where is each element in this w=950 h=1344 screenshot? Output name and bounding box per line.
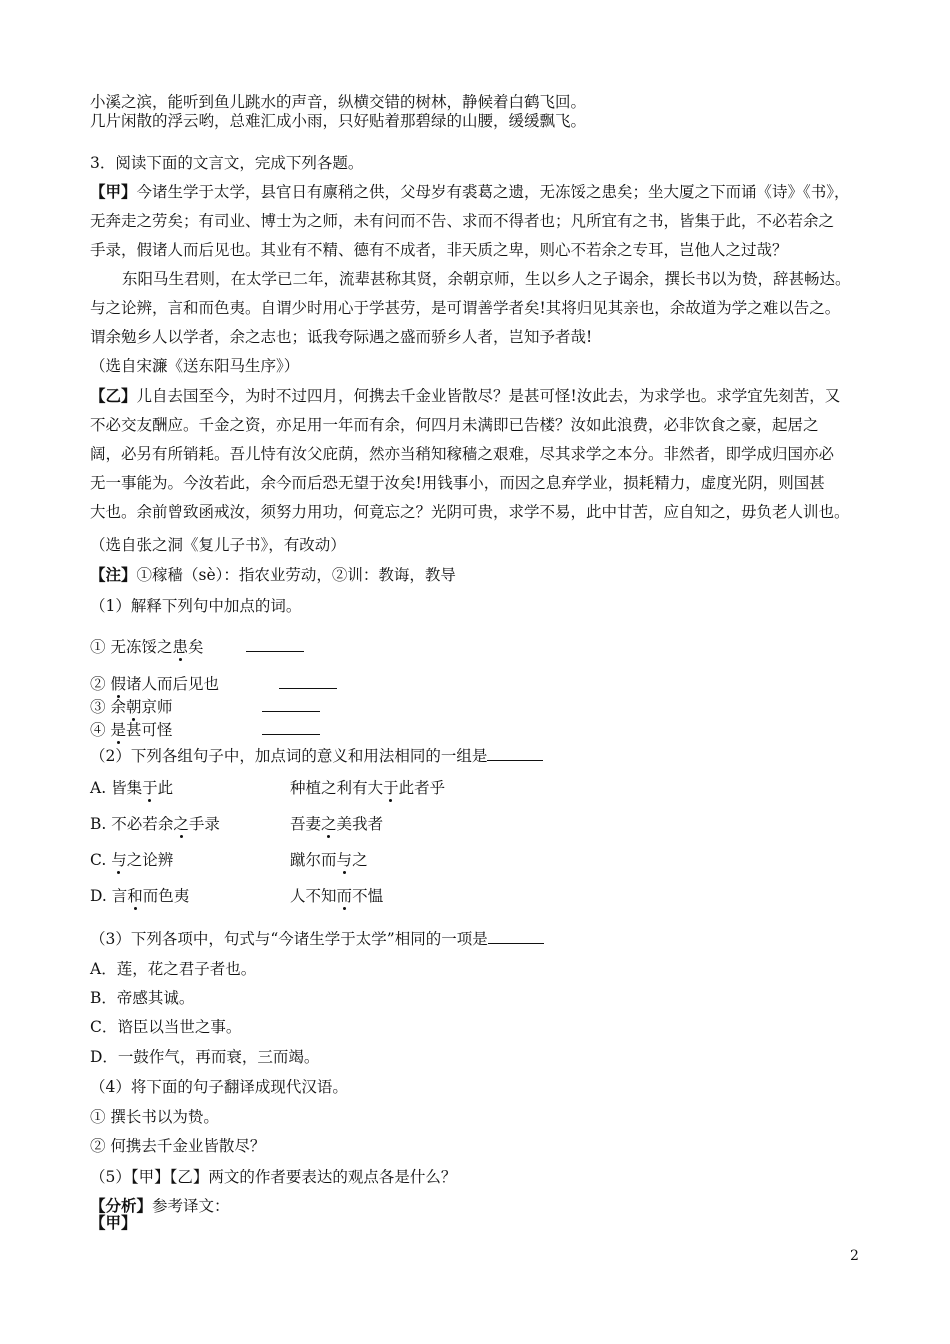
emphasis-dot-char: 患 [172,638,189,656]
sub2-question-text: （2）下列各组句子中，加点词的意义和用法相同的一组是 [90,747,488,765]
sub2-question [90,746,543,766]
note-text: ①稼穑（sè）：指农业劳动，②训：教诲，教导 [136,566,456,584]
sub3-option-c: C．谘臣以当世之事。 [90,1018,242,1036]
answer-blank[interactable] [262,733,320,735]
emphasis-dot-char: 之 [173,815,189,833]
emphasis-dot-char: 而 [336,887,353,905]
sub1-item-2-text: ② 假诸人而后见也 [90,675,220,693]
sub2-option-b-right [290,814,383,834]
jia-line-3: 手录，假诸人而后见也。其业有不精、德有不成者，非天质之卑，则心不若余之专耳，岂他人之过哉？ [90,241,788,259]
emphasis-dot-char: 与 [336,851,353,869]
sub2-option-c-right [290,850,368,870]
emphasis-dot-char: 于 [142,779,158,797]
sub3-question [90,929,544,949]
sub2-option-d-right [290,886,383,906]
intro-line-2: 几片闲散的浮云哟，总难汇成小雨，只好贴着那碧绿的山腰，缓缓飘飞。 [90,112,587,130]
emphasis-dot-char: 之 [321,815,337,833]
sub1-item-3 [90,697,320,717]
sub2-option-c-right-text: 蹴尔而与之 [290,851,368,869]
sub4-item-1: ① 撰长书以为贽。 [90,1108,219,1126]
jia-p2-line-3: 谓余勉乡人以学者，余之志也；诋我夸际遇之盛而骄乡人者，岂知予者哉! [90,328,593,346]
yi-line-4: 无一事能为。今汝若此，余今而后恐无望于汝矣!用钱事小，而因之息弃学业，损耗精力，虚度光阴，则国甚 [90,474,825,492]
sub1-item-4-text: ④ 是甚可怪 [90,721,173,739]
sub2-option-b [90,814,220,834]
note-tag: 【注】 [90,565,137,584]
analysis-jia-tag: 【甲】 [90,1213,137,1232]
sub2-option-d-left: D. 言和而色夷 [90,887,190,905]
jia-line-1 [90,182,850,202]
answer-blank[interactable] [262,710,320,712]
jia-source: （选自宋濂《送东阳马生序》） [90,357,300,375]
yi-line-3: 阔，必另有所销耗。吾儿恃有汝父庇荫，然亦当稍知稼穑之艰难，尽其求学之本分。非然者，即学成归国亦必 [90,445,835,463]
answer-blank[interactable] [279,687,337,689]
analysis-tag: 【分析】 [90,1196,153,1215]
jia-text: 今诸生学于太学，县官日有廪稍之供，父母岁有裘葛之遗，无冻馁之患矣；坐大厦之下而诵《诗》《书》， [136,183,850,201]
analysis-text: 参考译文： [152,1197,230,1215]
sub2-option-a [90,778,173,798]
sub3-question-text: （3）下列各项中，句式与“今诸生学于太学”相同的一项是 [90,930,488,948]
intro-line-1: 小溪之滨，能听到鱼儿跳水的声音，纵横交错的树林，静候着白鹤飞回。 [90,93,587,111]
jia-line-2: 无奔走之劳矣；有司业、博士为之师，未有问而不告、求而不得者也；凡所宜有之书，皆集于此，不必若余之 [90,212,835,230]
sub1-item-1-text: ① 无冻馁之患矣 [90,638,204,656]
answer-blank[interactable] [246,650,304,652]
sub1-question: （1）解释下列句中加点的词。 [90,597,302,615]
sub3-option-a: A．莲，花之君子者也。 [90,960,257,978]
emphasis-dot-char: 是 [110,721,126,739]
jia-tag: 【甲】 [90,182,137,201]
yi-line-1 [90,386,840,406]
page-number: 2 [850,1248,859,1264]
sub3-option-b: B．帝感其诚。 [90,989,195,1007]
answer-blank[interactable] [488,942,544,944]
jia-p2-line-2: 与之论辨，言和而色夷。自谓少时用心于学甚劳，是可谓善学者矣!其将归见其亲也，余故道为学之难以告之。 [90,299,841,317]
sub2-option-c [90,850,173,870]
note [90,565,456,585]
emphasis-dot-char: 与 [111,851,127,869]
sub1-item-3-text: ③ 余朝京师 [90,698,173,716]
answer-blank[interactable] [487,759,543,761]
jia-p2-line-1: 东阳马生君则，在太学已二年，流辈甚称其贤，余朝京师，生以乡人之子谒余，撰长书以为贽，辞甚畅达。 [122,270,851,288]
sub5-question: （5）【甲】【乙】两文的作者要表达的观点各是什么？ [90,1168,457,1186]
sub2-option-b-right-text: 吾妻之美我者 [290,815,384,833]
yi-text: 儿自去国至今，为时不过四月，何携去千金业皆散尽？是甚可怪!汝此去，为求学也。求学宜先刻苦，又 [136,387,841,405]
sub4-question: （4）将下面的句子翻译成现代汉语。 [90,1078,348,1096]
sub2-option-a-left: A. 皆集于此 [90,779,174,797]
sub2-option-b-left: B. 不必若余之手录 [90,815,220,833]
sub4-item-2: ② 何携去千金业皆散尽？ [90,1137,266,1155]
question-3-title: 3．阅读下面的文言文，完成下列各题。 [90,154,364,172]
yi-source: （选自张之洞《复儿子书》，有改动） [90,536,346,554]
sub2-option-a-right-text: 种植之利有大于此者乎 [290,779,446,797]
emphasis-dot-char: 朝 [125,698,142,716]
sub2-option-c-left: C. 与之论辨 [90,851,174,869]
sub2-option-d-right-text: 人不知而不愠 [290,887,384,905]
sub2-option-d [90,886,189,906]
emphasis-dot-char: 假 [110,675,126,693]
sub2-option-a-right [290,778,445,798]
sub1-item-4 [90,720,320,740]
yi-tag: 【乙】 [90,386,137,405]
emphasis-dot-char: 于 [383,779,399,797]
yi-line-2: 不必交友酬应。千金之资，亦足用一年而有余，何四月未满即已告楼？汝如此浪费，必非饮食之豪，起居之 [90,416,819,434]
sub3-option-d: D．一鼓作气，再而衰，三而竭。 [90,1048,320,1066]
sub1-item-1 [90,637,304,657]
sub1-item-2 [90,674,337,694]
yi-line-5: 大也。余前曾致函戒汝，须努力用功，何竟忘之？光阴可贵，求学不易，此中甘苦，应自知之，毋负老人训也。 [90,503,850,521]
emphasis-dot-char: 和 [127,887,143,905]
